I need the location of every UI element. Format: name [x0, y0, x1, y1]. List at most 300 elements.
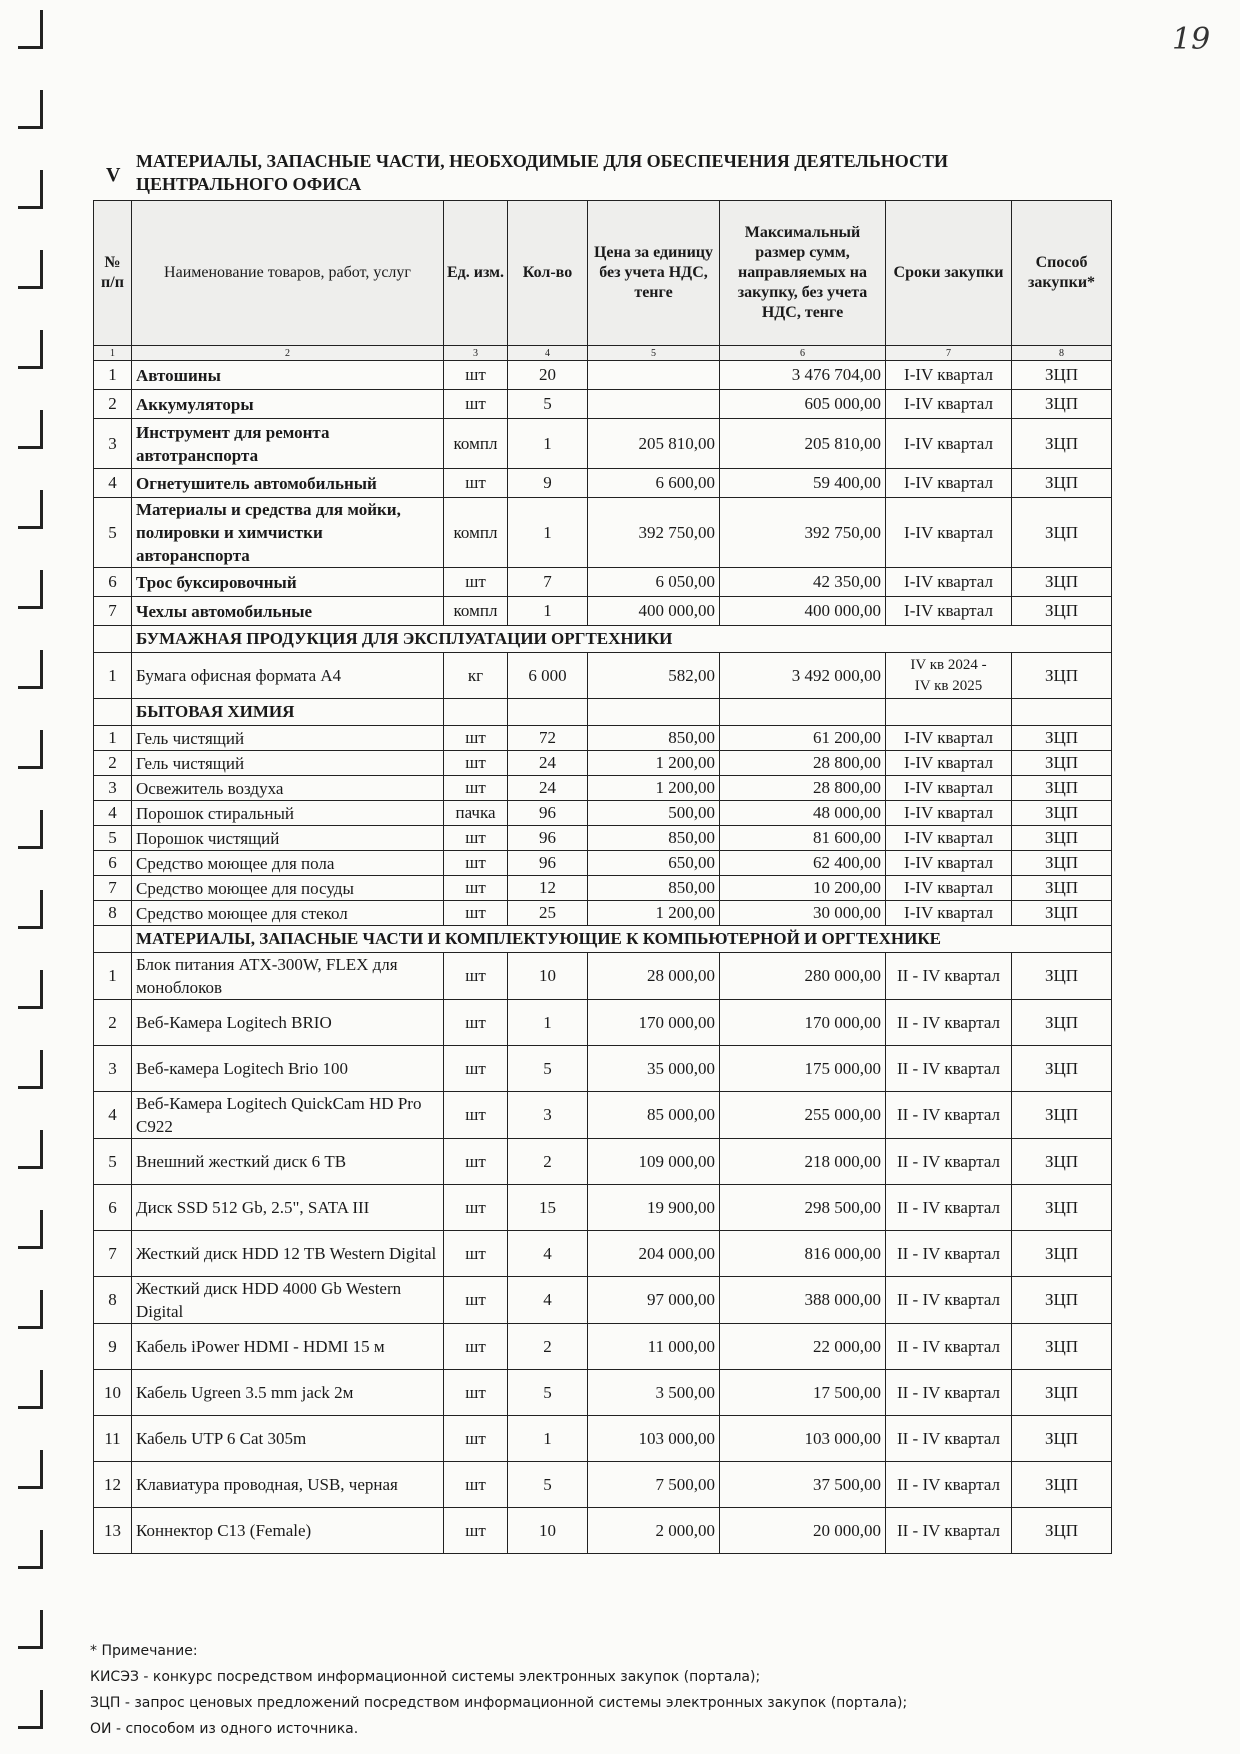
row-number: 10	[94, 1370, 132, 1416]
footnote-line: ОИ - способом из одного источника.	[90, 1721, 359, 1737]
item-unit: шт	[444, 1092, 508, 1139]
item-unit-price: 850,00	[588, 826, 720, 851]
row-number: 9	[94, 1324, 132, 1370]
item-name: Кабель UTP 6 Cat 305m	[132, 1416, 444, 1462]
item-unit-price: 103 000,00	[588, 1416, 720, 1462]
footnote-line: КИСЭЗ - конкурс посредством информационной системы электронных закупок (портала);	[90, 1669, 761, 1685]
item-max-sum: 37 500,00	[720, 1462, 886, 1508]
item-unit: шт	[444, 1462, 508, 1508]
table-row	[94, 361, 1112, 390]
item-method: ЗЦП	[1012, 1462, 1112, 1508]
item-name: Огнетушитель автомобильный	[132, 469, 444, 498]
item-period: II - IV квартал	[886, 1046, 1012, 1092]
item-unit: шт	[444, 1416, 508, 1462]
item-unit: шт	[444, 851, 508, 876]
item-method: ЗЦП	[1012, 1046, 1112, 1092]
item-unit: шт	[444, 1324, 508, 1370]
item-method: ЗЦП	[1012, 653, 1112, 699]
item-unit-price: 35 000,00	[588, 1046, 720, 1092]
item-unit: кг	[444, 653, 508, 699]
item-quantity: 9	[508, 469, 588, 498]
item-name: Инструмент для ремонта автотранспорта	[132, 419, 444, 469]
item-name: Клавиатура проводная, USB, черная	[132, 1462, 444, 1508]
header-unit-price: Цена за единицу без учета НДС, тенге	[588, 201, 720, 346]
item-unit: шт	[444, 1231, 508, 1277]
item-name: Веб-камера Logitech Brio 100	[132, 1046, 444, 1092]
item-unit-price: 3 500,00	[588, 1370, 720, 1416]
table-row	[94, 1000, 1112, 1046]
item-unit: шт	[444, 1000, 508, 1046]
item-max-sum: 298 500,00	[720, 1185, 886, 1231]
item-max-sum: 22 000,00	[720, 1324, 886, 1370]
header-number: № п/п	[94, 201, 132, 346]
column-number: 1	[94, 346, 132, 361]
item-name: Чехлы автомобильные	[132, 597, 444, 626]
item-quantity: 20	[508, 361, 588, 390]
item-period: I-IV квартал	[886, 801, 1012, 826]
row-number: 6	[94, 1185, 132, 1231]
item-period: II - IV квартал	[886, 1324, 1012, 1370]
row-number: 6	[94, 851, 132, 876]
item-quantity: 96	[508, 851, 588, 876]
item-max-sum: 255 000,00	[720, 1092, 886, 1139]
row-number: 2	[94, 390, 132, 419]
item-period: II - IV квартал	[886, 1416, 1012, 1462]
item-method: ЗЦП	[1012, 876, 1112, 901]
item-period: I-IV квартал	[886, 776, 1012, 801]
item-max-sum: 280 000,00	[720, 953, 886, 1000]
item-quantity: 24	[508, 751, 588, 776]
item-name: Гель чистящий	[132, 726, 444, 751]
item-method: ЗЦП	[1012, 776, 1112, 801]
column-number: 8	[1012, 346, 1112, 361]
item-max-sum: 20 000,00	[720, 1508, 886, 1554]
item-unit-price: 850,00	[588, 726, 720, 751]
group-title-paper: БУМАЖНАЯ ПРОДУКЦИЯ ДЛЯ ЭКСПЛУАТАЦИИ ОРГТЕХНИКИ	[132, 626, 1112, 653]
item-max-sum: 61 200,00	[720, 726, 886, 751]
item-name: Диск SSD 512 Gb, 2.5", SATA III	[132, 1185, 444, 1231]
item-period: I-IV квартал	[886, 390, 1012, 419]
item-max-sum: 3 476 704,00	[720, 361, 886, 390]
item-method: ЗЦП	[1012, 1370, 1112, 1416]
item-method: ЗЦП	[1012, 597, 1112, 626]
item-method: ЗЦП	[1012, 1416, 1112, 1462]
header-row	[94, 201, 1112, 346]
item-max-sum: 175 000,00	[720, 1046, 886, 1092]
item-name: Материалы и средства для мойки, полировки и химчистки авторанспорта	[132, 498, 444, 568]
row-number: 6	[94, 568, 132, 597]
item-quantity: 5	[508, 390, 588, 419]
item-max-sum: 28 800,00	[720, 751, 886, 776]
column-number: 3	[444, 346, 508, 361]
group-auto-parts	[94, 361, 1112, 626]
item-unit: шт	[444, 390, 508, 419]
row-number: 2	[94, 751, 132, 776]
item-quantity: 2	[508, 1139, 588, 1185]
item-quantity: 3	[508, 1092, 588, 1139]
item-max-sum: 48 000,00	[720, 801, 886, 826]
item-quantity: 25	[508, 901, 588, 926]
item-max-sum: 62 400,00	[720, 851, 886, 876]
table-row	[94, 1139, 1112, 1185]
table-row	[94, 901, 1112, 926]
item-method: ЗЦП	[1012, 901, 1112, 926]
item-quantity: 1	[508, 1416, 588, 1462]
item-quantity: 24	[508, 776, 588, 801]
item-method: ЗЦП	[1012, 751, 1112, 776]
page-number: 19	[1172, 22, 1211, 57]
item-period: II - IV квартал	[886, 953, 1012, 1000]
item-quantity: 1	[508, 498, 588, 568]
item-period: II - IV квартал	[886, 1462, 1012, 1508]
item-unit-price: 6 050,00	[588, 568, 720, 597]
item-quantity: 10	[508, 953, 588, 1000]
item-max-sum: 3 492 000,00	[720, 653, 886, 699]
item-unit-price: 11 000,00	[588, 1324, 720, 1370]
table-row	[94, 851, 1112, 876]
row-number: 1	[94, 653, 132, 699]
item-unit-price: 6 600,00	[588, 469, 720, 498]
column-number: 7	[886, 346, 1012, 361]
item-quantity: 5	[508, 1046, 588, 1092]
item-unit-price: 85 000,00	[588, 1092, 720, 1139]
item-max-sum: 28 800,00	[720, 776, 886, 801]
row-number: 11	[94, 1416, 132, 1462]
item-period	[886, 653, 1012, 699]
item-name: Жесткий диск HDD 4000 Gb Western Digital	[132, 1277, 444, 1324]
item-unit-price: 582,00	[588, 653, 720, 699]
item-max-sum: 10 200,00	[720, 876, 886, 901]
item-method: ЗЦП	[1012, 1000, 1112, 1046]
row-number: 7	[94, 1231, 132, 1277]
row-number: 3	[94, 776, 132, 801]
item-name: Гель чистящий	[132, 751, 444, 776]
item-name: Бумага офисная формата А4	[132, 653, 444, 699]
item-period: II - IV квартал	[886, 1277, 1012, 1324]
section-number: V	[106, 164, 121, 186]
column-number: 6	[720, 346, 886, 361]
row-number: 13	[94, 1508, 132, 1554]
table-row	[94, 568, 1112, 597]
item-period: I-IV квартал	[886, 876, 1012, 901]
table-row	[94, 953, 1112, 1000]
item-method: ЗЦП	[1012, 953, 1112, 1000]
item-period: I-IV квартал	[886, 826, 1012, 851]
row-number: 5	[94, 1139, 132, 1185]
table-row	[94, 1046, 1112, 1092]
item-unit: шт	[444, 361, 508, 390]
table-row	[94, 1462, 1112, 1508]
item-unit: шт	[444, 1139, 508, 1185]
table-row	[94, 826, 1112, 851]
table-row	[94, 498, 1112, 568]
item-quantity: 1	[508, 419, 588, 469]
item-period: I-IV квартал	[886, 469, 1012, 498]
item-max-sum: 30 000,00	[720, 901, 886, 926]
item-unit-price: 850,00	[588, 876, 720, 901]
item-period: I-IV квартал	[886, 751, 1012, 776]
row-number: 2	[94, 1000, 132, 1046]
section-title: МАТЕРИАЛЫ, ЗАПАСНЫЕ ЧАСТИ, НЕОБХОДИМЫЕ ДЛЯ ОБЕСПЕЧЕНИЯ ДЕЯТЕЛЬНОСТИ ЦЕНТРАЛЬНОГО ОФИСА	[136, 151, 948, 194]
group-paper	[94, 626, 1112, 699]
row-number: 5	[94, 498, 132, 568]
item-unit: компл	[444, 498, 508, 568]
item-name: Трос буксировочный	[132, 568, 444, 597]
item-unit: шт	[444, 1508, 508, 1554]
row-number: 1	[94, 361, 132, 390]
item-period: II - IV квартал	[886, 1370, 1012, 1416]
item-method: ЗЦП	[1012, 361, 1112, 390]
item-name: Кабель Ugreen 3.5 mm jack 2м	[132, 1370, 444, 1416]
group-household-chemicals	[94, 699, 1112, 926]
row-number: 12	[94, 1462, 132, 1508]
item-quantity: 96	[508, 826, 588, 851]
period-line-2: IV кв 2025	[914, 677, 983, 694]
item-period: I-IV квартал	[886, 498, 1012, 568]
table-row	[94, 1324, 1112, 1370]
item-unit: шт	[444, 876, 508, 901]
item-unit-price: 28 000,00	[588, 953, 720, 1000]
header-method: Способ закупки*	[1012, 201, 1112, 346]
item-period: II - IV квартал	[886, 1231, 1012, 1277]
item-method: ЗЦП	[1012, 1092, 1112, 1139]
item-method: ЗЦП	[1012, 1139, 1112, 1185]
item-max-sum: 816 000,00	[720, 1231, 886, 1277]
item-max-sum: 392 750,00	[720, 498, 886, 568]
item-unit-price: 1 200,00	[588, 776, 720, 801]
item-name: Коннектор C13 (Female)	[132, 1508, 444, 1554]
row-number: 3	[94, 1046, 132, 1092]
row-number: 4	[94, 1092, 132, 1139]
group-computer-parts	[94, 926, 1112, 1554]
header-name: Наименование товаров, работ, услуг	[132, 201, 444, 346]
item-unit-price	[588, 390, 720, 419]
item-unit: шт	[444, 1277, 508, 1324]
item-max-sum: 17 500,00	[720, 1370, 886, 1416]
item-unit-price: 97 000,00	[588, 1277, 720, 1324]
table-row	[94, 726, 1112, 751]
table-row	[94, 1185, 1112, 1231]
item-unit: шт	[444, 1370, 508, 1416]
table-row	[94, 751, 1112, 776]
item-quantity: 96	[508, 801, 588, 826]
row-number: 1	[94, 726, 132, 751]
item-unit: шт	[444, 568, 508, 597]
group-header-row	[94, 926, 1112, 953]
item-quantity: 12	[508, 876, 588, 901]
item-unit-price: 205 810,00	[588, 419, 720, 469]
item-period: II - IV квартал	[886, 1092, 1012, 1139]
table-row	[94, 876, 1112, 901]
item-unit: пачка	[444, 801, 508, 826]
item-quantity: 4	[508, 1277, 588, 1324]
item-method: ЗЦП	[1012, 1277, 1112, 1324]
item-unit-price: 1 200,00	[588, 901, 720, 926]
item-method: ЗЦП	[1012, 1508, 1112, 1554]
item-method: ЗЦП	[1012, 851, 1112, 876]
footnote-line: ЗЦП - запрос ценовых предложений посредством информационной системы электронных закупок (портала);	[90, 1695, 908, 1711]
item-period: I-IV квартал	[886, 726, 1012, 751]
table-row	[94, 1277, 1112, 1324]
item-name: Освежитель воздуха	[132, 776, 444, 801]
item-unit-price	[588, 361, 720, 390]
item-max-sum: 81 600,00	[720, 826, 886, 851]
item-unit: шт	[444, 1046, 508, 1092]
group-title-computer: МАТЕРИАЛЫ, ЗАПАСНЫЕ ЧАСТИ И КОМПЛЕКТУЮЩИЕ К КОМПЬЮТЕРНОЙ И ОРГТЕХНИКЕ	[132, 926, 1112, 953]
period-line-1: IV кв 2024 -	[910, 656, 987, 673]
item-max-sum: 218 000,00	[720, 1139, 886, 1185]
item-name: Средство моющее для посуды	[132, 876, 444, 901]
item-unit: компл	[444, 597, 508, 626]
item-max-sum: 42 350,00	[720, 568, 886, 597]
item-period: II - IV квартал	[886, 1508, 1012, 1554]
item-max-sum: 388 000,00	[720, 1277, 886, 1324]
item-quantity: 15	[508, 1185, 588, 1231]
item-method: ЗЦП	[1012, 469, 1112, 498]
item-period: II - IV квартал	[886, 1185, 1012, 1231]
table-row	[94, 776, 1112, 801]
item-unit-price: 2 000,00	[588, 1508, 720, 1554]
table-row	[94, 1092, 1112, 1139]
item-quantity: 4	[508, 1231, 588, 1277]
procurement-table	[93, 200, 1112, 1554]
item-method: ЗЦП	[1012, 568, 1112, 597]
item-method: ЗЦП	[1012, 826, 1112, 851]
item-method: ЗЦП	[1012, 1231, 1112, 1277]
header-unit: Ед. изм.	[444, 201, 508, 346]
table-row	[94, 597, 1112, 626]
item-period: I-IV квартал	[886, 361, 1012, 390]
item-quantity: 1	[508, 597, 588, 626]
item-period: I-IV квартал	[886, 597, 1012, 626]
column-number: 5	[588, 346, 720, 361]
table-row	[94, 419, 1112, 469]
group-header-row	[94, 699, 1112, 726]
column-number: 4	[508, 346, 588, 361]
item-quantity: 1	[508, 1000, 588, 1046]
item-method: ЗЦП	[1012, 801, 1112, 826]
row-number: 5	[94, 826, 132, 851]
item-unit: шт	[444, 1185, 508, 1231]
row-number: 8	[94, 901, 132, 926]
item-period: II - IV квартал	[886, 1139, 1012, 1185]
item-method: ЗЦП	[1012, 419, 1112, 469]
row-number: 7	[94, 597, 132, 626]
group-title-chemicals: БЫТОВАЯ ХИМИЯ	[132, 699, 444, 726]
item-period: I-IV квартал	[886, 851, 1012, 876]
item-name: Средство моющее для стекол	[132, 901, 444, 926]
header-max-sum: Максимальный размер сумм, направляемых на закупку, без учета НДС, тенге	[720, 201, 886, 346]
item-unit: шт	[444, 751, 508, 776]
item-unit-price: 392 750,00	[588, 498, 720, 568]
table-row	[94, 390, 1112, 419]
item-quantity: 6 000	[508, 653, 588, 699]
item-unit: шт	[444, 469, 508, 498]
item-max-sum: 605 000,00	[720, 390, 886, 419]
item-unit: компл	[444, 419, 508, 469]
item-unit-price: 650,00	[588, 851, 720, 876]
row-number: 3	[94, 419, 132, 469]
item-method: ЗЦП	[1012, 1324, 1112, 1370]
item-quantity: 5	[508, 1370, 588, 1416]
item-max-sum: 400 000,00	[720, 597, 886, 626]
item-unit-price: 1 200,00	[588, 751, 720, 776]
row-number: 7	[94, 876, 132, 901]
item-name: Жесткий диск HDD 12 TB Western Digital	[132, 1231, 444, 1277]
item-period: II - IV квартал	[886, 1000, 1012, 1046]
item-unit: шт	[444, 826, 508, 851]
row-number: 8	[94, 1277, 132, 1324]
column-number: 2	[132, 346, 444, 361]
item-quantity: 7	[508, 568, 588, 597]
item-quantity: 10	[508, 1508, 588, 1554]
row-number: 4	[94, 801, 132, 826]
item-name: Внешний жесткий диск 6 TB	[132, 1139, 444, 1185]
item-name: Блок питания ATX-300W, FLEX для моноблоков	[132, 953, 444, 1000]
item-unit-price: 170 000,00	[588, 1000, 720, 1046]
item-name: Порошок стиральный	[132, 801, 444, 826]
table-row	[94, 1231, 1112, 1277]
item-quantity: 5	[508, 1462, 588, 1508]
table-row	[94, 1508, 1112, 1554]
footnote-heading: * Пpимечание:	[90, 1643, 198, 1659]
group-header-row	[94, 626, 1112, 653]
item-period: I-IV квартал	[886, 568, 1012, 597]
item-max-sum: 205 810,00	[720, 419, 886, 469]
item-name: Аккумуляторы	[132, 390, 444, 419]
item-unit-price: 7 500,00	[588, 1462, 720, 1508]
item-unit-price: 204 000,00	[588, 1231, 720, 1277]
row-number: 1	[94, 953, 132, 1000]
item-unit: шт	[444, 901, 508, 926]
item-name: Кабель iPower HDMI - HDMI 15 м	[132, 1324, 444, 1370]
item-name: Веб-Камера Logitech QuickCam HD Pro C922	[132, 1092, 444, 1139]
item-quantity: 72	[508, 726, 588, 751]
row-number: 4	[94, 469, 132, 498]
table-row	[94, 653, 1112, 699]
item-name: Веб-Камера Logitech BRIO	[132, 1000, 444, 1046]
item-unit: шт	[444, 726, 508, 751]
item-name: Средство моющее для пола	[132, 851, 444, 876]
item-quantity: 2	[508, 1324, 588, 1370]
item-max-sum: 103 000,00	[720, 1416, 886, 1462]
table-row	[94, 469, 1112, 498]
header-quantity: Кол-во	[508, 201, 588, 346]
header-period: Сроки закупки	[886, 201, 1012, 346]
item-unit-price: 400 000,00	[588, 597, 720, 626]
item-name: Автошины	[132, 361, 444, 390]
item-unit: шт	[444, 953, 508, 1000]
item-unit-price: 19 900,00	[588, 1185, 720, 1231]
item-name: Порошок чистящий	[132, 826, 444, 851]
footnote	[90, 1638, 907, 1742]
table-row	[94, 801, 1112, 826]
item-method: ЗЦП	[1012, 726, 1112, 751]
item-max-sum: 170 000,00	[720, 1000, 886, 1046]
item-method: ЗЦП	[1012, 390, 1112, 419]
item-method: ЗЦП	[1012, 1185, 1112, 1231]
item-unit-price: 500,00	[588, 801, 720, 826]
column-number-row	[94, 346, 1112, 361]
item-max-sum: 59 400,00	[720, 469, 886, 498]
item-unit: шт	[444, 776, 508, 801]
table-row	[94, 1416, 1112, 1462]
item-method: ЗЦП	[1012, 498, 1112, 568]
item-period: I-IV квартал	[886, 901, 1012, 926]
binding-marks	[0, 0, 50, 1754]
item-unit-price: 109 000,00	[588, 1139, 720, 1185]
item-period: I-IV квартал	[886, 419, 1012, 469]
